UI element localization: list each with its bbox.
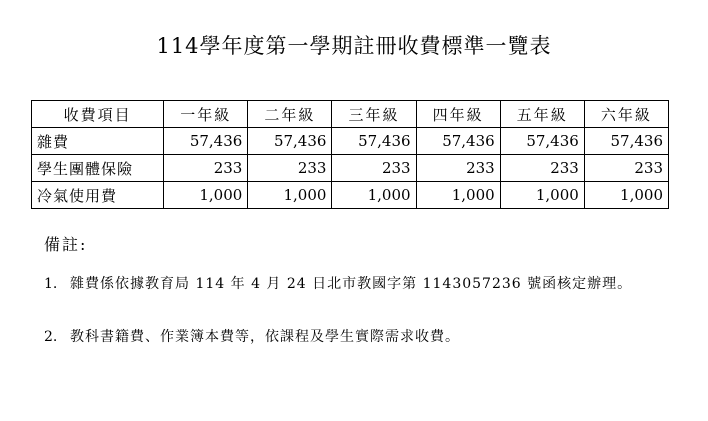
notes-heading: 備註: <box>44 235 88 254</box>
cell-value: 1,000 <box>164 182 248 209</box>
header-grade-1: 一年級 <box>164 101 248 128</box>
fee-table <box>31 100 669 209</box>
cell-value: 57,436 <box>416 128 500 155</box>
row-label: 冷氣使用費 <box>32 182 164 209</box>
cell-value: 57,436 <box>248 128 332 155</box>
cell-value: 233 <box>584 155 668 182</box>
cell-value: 1,000 <box>332 182 416 209</box>
note-number: 1. <box>44 276 58 292</box>
header-grade-5: 五年級 <box>500 101 584 128</box>
cell-value: 57,436 <box>500 128 584 155</box>
cell-value: 233 <box>248 155 332 182</box>
cell-value: 233 <box>500 155 584 182</box>
cell-value: 57,436 <box>584 128 668 155</box>
header-grade-6: 六年級 <box>584 101 668 128</box>
table-row <box>32 155 669 182</box>
cell-value: 233 <box>164 155 248 182</box>
note-item <box>44 271 674 297</box>
note-number: 2. <box>44 329 58 345</box>
cell-value: 1,000 <box>248 182 332 209</box>
note-text: 教科書籍費、作業簿本費等，依課程及學生實際需求收費。 <box>70 329 460 345</box>
cell-value: 1,000 <box>416 182 500 209</box>
header-fee-item: 收費項目 <box>32 101 164 128</box>
note-item <box>44 324 674 350</box>
header-grade-4: 四年級 <box>416 101 500 128</box>
table-row <box>32 128 669 155</box>
cell-value: 233 <box>332 155 416 182</box>
cell-value: 1,000 <box>500 182 584 209</box>
cell-value: 1,000 <box>584 182 668 209</box>
cell-value: 233 <box>416 155 500 182</box>
table-row <box>32 182 669 209</box>
cell-value: 57,436 <box>164 128 248 155</box>
cell-value: 57,436 <box>332 128 416 155</box>
table-header-row <box>32 101 669 128</box>
header-grade-3: 三年級 <box>332 101 416 128</box>
row-label: 雜費 <box>32 128 164 155</box>
header-grade-2: 二年級 <box>248 101 332 128</box>
page-title: 114學年度第一學期註冊收費標準一覽表 <box>156 34 552 58</box>
row-label: 學生團體保險 <box>32 155 164 182</box>
note-text: 雜費係依據教育局 114 年 4 月 24 日北市教國字第 1143057236 號函核定辦理。 <box>70 276 633 292</box>
